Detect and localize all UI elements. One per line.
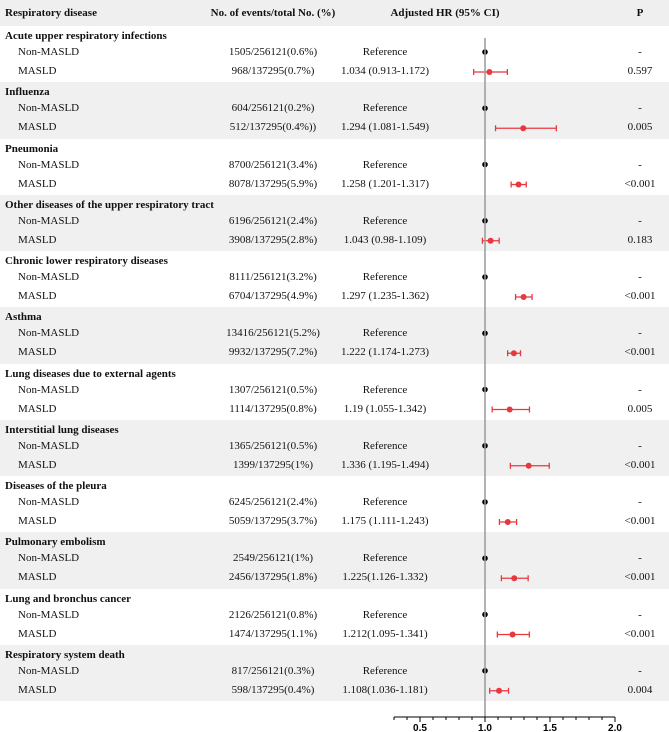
disease-title: Diseases of the pleura xyxy=(5,480,107,492)
hr-cell: 1.212(1.095-1.341) xyxy=(342,627,428,640)
disease-title: Acute upper respiratory infections xyxy=(5,30,167,42)
hr-point xyxy=(521,294,527,300)
x-tick-label: 2.0 xyxy=(608,723,622,732)
disease-title: Pulmonary embolism xyxy=(5,536,106,549)
hr-cell: 1.297 (1.235-1.362) xyxy=(341,290,429,302)
hr-cell: 1.222 (1.174-1.273) xyxy=(341,346,429,359)
events-cell: 3908/137295(2.8%) xyxy=(228,233,318,246)
disease-title: Asthma xyxy=(5,311,42,324)
hr-point xyxy=(511,575,517,581)
header-disease: Respiratory disease xyxy=(5,7,97,19)
events-cell: 968/137295(0.7%) xyxy=(231,65,315,77)
p-value-cell: - xyxy=(638,439,642,452)
group-label: MASLD xyxy=(18,515,57,527)
p-value-cell: <0.001 xyxy=(624,177,656,190)
events-cell: 512/137295(0.4%)) xyxy=(229,121,317,134)
events-cell: 8700/256121(3.4%) xyxy=(228,158,318,171)
hr-point xyxy=(496,688,502,694)
group-label: Non-MASLD xyxy=(18,327,80,340)
hr-cell: 1.034 (0.913-1.172) xyxy=(341,65,429,77)
hr-point xyxy=(516,182,522,188)
events-cell: 1505/256121(0.6%) xyxy=(228,46,318,58)
p-value-cell: <0.001 xyxy=(624,571,656,584)
group-label: Non-MASLD xyxy=(18,46,80,58)
events-cell: 1399/137295(1%) xyxy=(232,458,314,471)
hr-cell: Reference xyxy=(362,552,408,565)
disease-title: Respiratory system death xyxy=(5,648,125,661)
p-value-cell: - xyxy=(638,327,642,340)
hr-cell: Reference xyxy=(362,496,408,508)
p-value-cell: - xyxy=(638,496,642,508)
hr-cell: 1.175 (1.111-1.243) xyxy=(341,515,429,527)
events-cell: 8078/137295(5.9%) xyxy=(228,177,318,190)
hr-point xyxy=(510,632,516,638)
events-cell: 1365/256121(0.5%) xyxy=(228,439,318,452)
disease-title: Chronic lower respiratory diseases xyxy=(5,255,168,267)
x-tick-label: 1.0 xyxy=(478,723,492,732)
group-label: MASLD xyxy=(18,346,57,359)
events-cell: 9932/137295(7.2%) xyxy=(228,346,318,359)
header-hr: Adjusted HR (95% CI) xyxy=(390,7,500,19)
p-value-cell: <0.001 xyxy=(624,458,656,471)
events-cell: 1307/256121(0.5%) xyxy=(228,383,318,396)
hr-cell: Reference xyxy=(362,46,408,58)
p-value-cell: 0.005 xyxy=(627,121,653,134)
events-cell: 13416/256121(5.2%) xyxy=(226,327,320,340)
hr-cell: 1.225(1.126-1.332) xyxy=(342,571,428,584)
p-value-cell: - xyxy=(638,664,642,677)
events-cell: 604/256121(0.2%) xyxy=(231,102,315,115)
group-label: MASLD xyxy=(18,290,57,302)
header-p: P xyxy=(636,7,644,19)
p-value-cell: 0.005 xyxy=(627,402,653,415)
group-label: MASLD xyxy=(18,627,57,640)
group-label: Non-MASLD xyxy=(18,496,80,508)
group-label: Non-MASLD xyxy=(18,158,80,171)
hr-point xyxy=(505,519,511,525)
header-events: No. of events/total No. (%) xyxy=(210,7,336,19)
group-label: MASLD xyxy=(18,683,57,696)
hr-cell: Reference xyxy=(362,608,408,621)
events-cell: 6196/256121(2.4%) xyxy=(228,214,318,227)
disease-title: Lung and bronchus cancer xyxy=(5,592,132,605)
hr-cell: Reference xyxy=(362,327,408,340)
group-label: MASLD xyxy=(18,458,57,471)
disease-title: Interstitial lung diseases xyxy=(5,423,119,436)
p-value-cell: - xyxy=(638,46,642,58)
hr-point xyxy=(511,350,517,356)
p-value-cell: <0.001 xyxy=(624,290,656,302)
p-value-cell: - xyxy=(638,158,642,171)
group-label: Non-MASLD xyxy=(18,552,80,565)
hr-cell: Reference xyxy=(362,664,408,677)
x-tick-label: 1.5 xyxy=(543,723,557,732)
events-cell: 2456/137295(1.8%) xyxy=(228,571,318,584)
events-cell: 5059/137295(3.7%) xyxy=(228,515,318,527)
events-cell: 6704/137295(4.9%) xyxy=(228,290,318,302)
p-value-cell: 0.597 xyxy=(627,65,653,77)
hr-cell: 1.336 (1.195-1.494) xyxy=(341,458,429,471)
group-label: Non-MASLD xyxy=(18,383,80,396)
events-cell: 2126/256121(0.8%) xyxy=(228,608,318,621)
hr-cell: Reference xyxy=(362,158,408,171)
events-cell: 598/137295(0.4%) xyxy=(231,683,315,696)
events-cell: 8111/256121(3.2%) xyxy=(229,271,317,283)
disease-title: Pneumonia xyxy=(5,142,59,155)
group-label: Non-MASLD xyxy=(18,608,80,621)
x-tick-label: 0.5 xyxy=(413,723,427,732)
hr-point xyxy=(520,125,526,131)
hr-point xyxy=(526,463,532,469)
hr-cell: 1.258 (1.201-1.317) xyxy=(341,177,429,190)
p-value-cell: - xyxy=(638,383,642,396)
hr-cell: Reference xyxy=(362,214,408,227)
group-label: Non-MASLD xyxy=(18,439,80,452)
disease-title: Lung diseases due to external agents xyxy=(5,367,176,380)
hr-cell: Reference xyxy=(362,439,408,452)
events-cell: 817/256121(0.3%) xyxy=(231,664,315,677)
group-label: MASLD xyxy=(18,65,57,77)
p-value-cell: - xyxy=(638,608,642,621)
p-value-cell: - xyxy=(638,271,642,283)
hr-point xyxy=(507,407,513,413)
group-label: MASLD xyxy=(18,177,57,190)
p-value-cell: <0.001 xyxy=(624,515,656,527)
hr-cell: Reference xyxy=(362,383,408,396)
p-value-cell: 0.004 xyxy=(627,683,653,696)
hr-cell: 1.19 (1.055-1.342) xyxy=(343,402,427,415)
hr-cell: 1.108(1.036-1.181) xyxy=(342,683,428,696)
hr-cell: Reference xyxy=(362,102,408,115)
events-cell: 6245/256121(2.4%) xyxy=(228,496,318,508)
group-label: Non-MASLD xyxy=(18,271,80,283)
hr-point xyxy=(486,69,492,75)
hr-cell: Reference xyxy=(362,271,408,283)
group-label: MASLD xyxy=(18,402,57,415)
group-label: MASLD xyxy=(18,571,57,584)
events-cell: 2549/256121(1%) xyxy=(232,552,314,565)
p-value-cell: - xyxy=(638,214,642,227)
p-value-cell: <0.001 xyxy=(624,346,656,359)
disease-title: Other diseases of the upper respiratory tract xyxy=(5,198,214,211)
hr-cell: 1.294 (1.081-1.549) xyxy=(341,121,429,134)
group-label: MASLD xyxy=(18,121,57,134)
disease-title: Influenza xyxy=(5,86,50,99)
p-value-cell: 0.183 xyxy=(627,233,653,246)
p-value-cell: - xyxy=(638,102,642,115)
events-cell: 1474/137295(1.1%) xyxy=(228,627,318,640)
events-cell: 1114/137295(0.8%) xyxy=(229,402,317,415)
group-label: Non-MASLD xyxy=(18,214,80,227)
p-value-cell: - xyxy=(638,552,642,565)
hr-point xyxy=(488,238,494,244)
group-label: MASLD xyxy=(18,233,57,246)
p-value-cell: <0.001 xyxy=(624,627,656,640)
group-label: Non-MASLD xyxy=(18,664,80,677)
group-label: Non-MASLD xyxy=(18,102,80,115)
hr-cell: 1.043 (0.98-1.109) xyxy=(343,233,427,246)
